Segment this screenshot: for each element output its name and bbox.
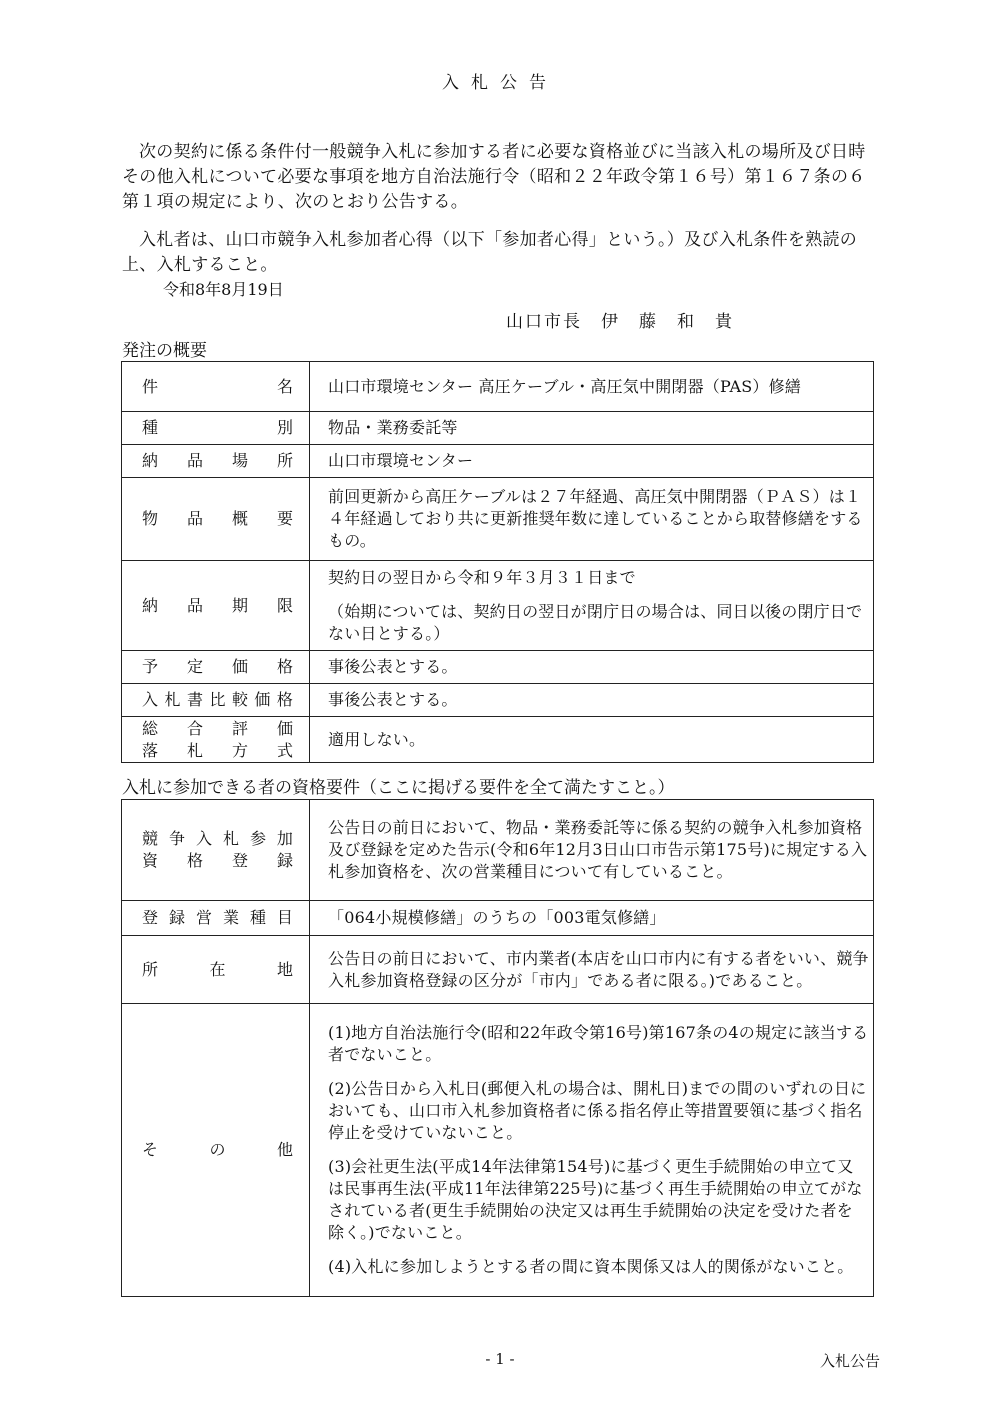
qualification-value-text: (4)入札に参加しようとする者の間に資本関係又は人的関係がないこと。 xyxy=(328,1257,854,1276)
qualification-value-text: (3)会社更生法(平成14年法律第154号)に基づく更生手続開始の申立て又は民事再生法(平成11年法律第225号)に基づく再生手続開始の申立てがなされている者(更生手続開始の決定又は再生手続開始の決定を受けた者を除く。)でないこと。 xyxy=(328,1157,863,1242)
intro-paragraph-1: 次の契約に係る条件付一般競争入札に参加する者に必要な資格並びに当該入札の場所及び日時その他入札について必要な事項を地方自治法施行令（昭和２２年政令第１６号）第１６７条の６第１項の規定により、次のとおり公告する。 xyxy=(122,142,866,212)
summary-row-value xyxy=(310,717,874,763)
summary-row-value xyxy=(310,362,874,412)
qualification-value-text: (2)公告日から入札日(郵便入札の場合は、開札日)までの間のいずれの日においても、山口市入札参加資格者に係る指名停止等措置要領に基づく指名停止を受けていないこと。 xyxy=(328,1079,867,1142)
qualification-value-text: 公告日の前日において、市内業者(本店を山口市内に有する者をいい、競争入札参加資格登録の区分が「市内」である者に限る。)であること。 xyxy=(328,948,869,990)
qualification-row xyxy=(122,1004,874,1297)
qualification-row xyxy=(122,936,874,1004)
qualification-row xyxy=(122,901,874,936)
mayor-signature: 山口市長 伊 藤 和 貴 xyxy=(506,312,734,332)
summary-value-text: 山口市環境センター xyxy=(328,451,474,470)
summary-row-label: 予 定 価 格 xyxy=(122,651,310,684)
summary-row-value xyxy=(310,478,874,561)
summary-value-text: 山口市環境センター 高圧ケーブル・高圧気中開閉器（PAS）修繕 xyxy=(328,376,802,396)
summary-value-text: （始期については、契約日の翌日が閉庁日の場合は、同日以後の閉庁日でない日とする。） xyxy=(328,601,863,643)
summary-row-value xyxy=(310,684,874,717)
summary-value-text: 適用しない。 xyxy=(328,729,426,749)
summary-row-label: 納 品 期 限 xyxy=(122,561,310,651)
qualification-row xyxy=(122,800,874,901)
qualification-heading: 入札に参加できる者の資格要件（ここに掲げる要件を全て満たすこと。） xyxy=(122,778,675,798)
document-title: 入札公告 xyxy=(442,73,558,93)
order-summary-heading: 発注の概要 xyxy=(122,341,207,361)
intro-paragraph-2: 入札者は、山口市競争入札参加者心得（以下「参加者心得」という。）及び入札条件を熟読の上、入札すること。 xyxy=(122,230,858,275)
summary-row-value xyxy=(310,445,874,478)
summary-row xyxy=(122,478,874,561)
qualification-row-label: 登 録 営 業 種 目 xyxy=(122,901,310,936)
qualification-row-value xyxy=(310,936,874,1004)
announcement-date: 令和8年8月19日 xyxy=(163,280,284,299)
summary-row-value xyxy=(310,412,874,445)
summary-value-text: 契約日の翌日から令和９年３月３１日まで xyxy=(328,567,636,587)
qualification-row-value xyxy=(310,901,874,936)
summary-row-label: 種 別 xyxy=(122,412,310,445)
page-number: - 1 - xyxy=(485,1350,515,1368)
summary-value-text: 事後公表とする。 xyxy=(328,657,458,676)
qualification-row-value xyxy=(310,1004,874,1297)
qualification-row-label: 競 争 入 札 参 加 資 格 登 録 xyxy=(122,800,310,901)
qualification-value-text: 公告日の前日において、物品・業務委託等に係る契約の競争入札参加資格及び登録を定めた告示(令和6年12月3日山口市告示第175号)に規定する入札参加資格を、次の営業種目について有していること。 xyxy=(328,818,868,881)
qualification-row-value xyxy=(310,800,874,901)
summary-row xyxy=(122,412,874,445)
qualification-value-text: 「064小規模修繕」のうちの「003電気修繕」 xyxy=(328,908,666,927)
summary-value-text: 物品・業務委託等 xyxy=(328,418,458,437)
summary-row xyxy=(122,445,874,478)
summary-row-label: 件 名 xyxy=(122,362,310,412)
summary-row-label: 入 札 書 比 較 価 格 xyxy=(122,684,310,717)
summary-value-text: 前回更新から高圧ケーブルは２７年経過、高圧気中開閉器（ＰＡＳ）は１４年経過しており共に更新推奨年数に達していることから取替修繕をするもの。 xyxy=(328,487,863,550)
order-summary-table xyxy=(121,361,874,763)
summary-row-label: 物 品 概 要 xyxy=(122,478,310,561)
summary-row-value xyxy=(310,561,874,651)
qualification-value-text: (1)地方自治法施行令(昭和22年政令第16号)第167条の4の規定に該当する者でないこと。 xyxy=(328,1023,869,1064)
qualification-row-label: 所 在 地 xyxy=(122,936,310,1004)
summary-row xyxy=(122,561,874,651)
summary-row-label: 納 品 場 所 xyxy=(122,445,310,478)
summary-row xyxy=(122,684,874,717)
summary-value-text: 事後公表とする。 xyxy=(328,690,458,709)
qualification-row-label: そ の 他 xyxy=(122,1004,310,1297)
footer-doc-name: 入札公告 xyxy=(820,1352,881,1370)
summary-row xyxy=(122,717,874,763)
summary-row xyxy=(122,362,874,412)
qualification-table xyxy=(121,799,874,1297)
summary-row-label: 総 合 評 価 落 札 方 式 xyxy=(122,717,310,763)
summary-row-value xyxy=(310,651,874,684)
summary-row xyxy=(122,651,874,684)
